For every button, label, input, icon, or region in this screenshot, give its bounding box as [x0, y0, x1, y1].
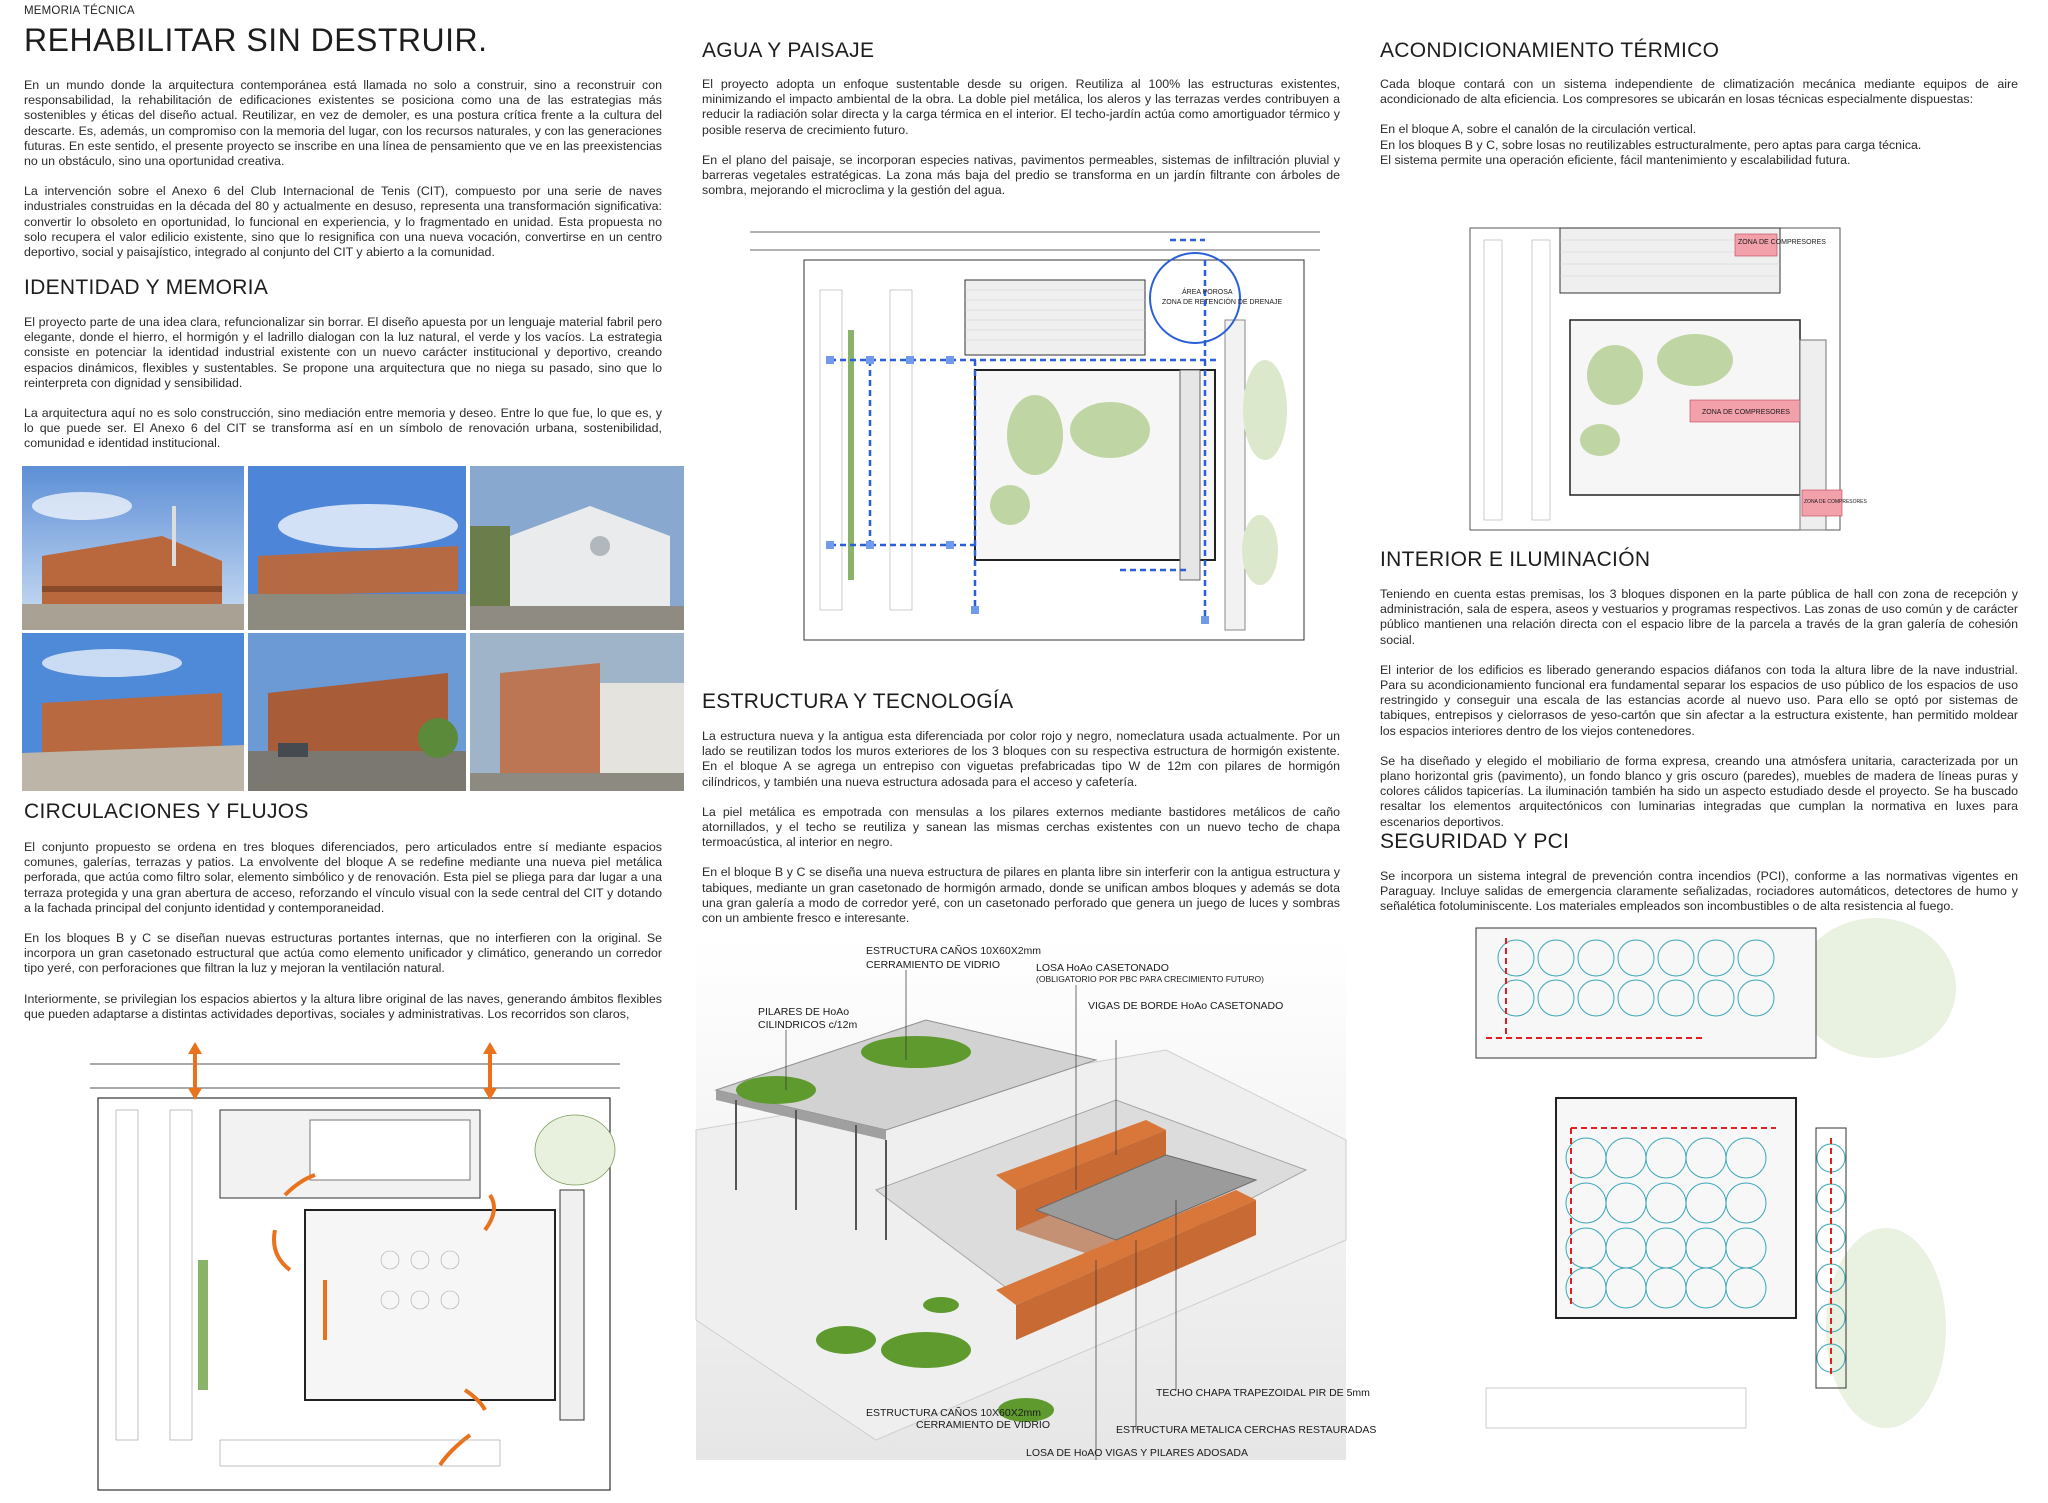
axo-label-4b: CILINDRICOS c/12m [758, 1019, 858, 1031]
estructura-paragraph-2: La piel metálica es empotrada con mensulas a los pilares externos mediante bastidores metálicos de caño atornillados, y el techo se reutiliza y sanean las mismas cerchas existentes con un nuevo techo de chapa termoacústica, al interior en negro. [702, 804, 1340, 850]
fire-safety-plan [1446, 928, 1956, 1496]
hvac-zone-label-1: ZONA DE COMPRESORES [1738, 239, 1826, 246]
axo-label-2b: (OBLIGATORIO POR PBC PARA CRECIMIENTO FUTURO) [1036, 974, 1264, 984]
axonometric-drawing [696, 940, 1377, 1460]
photo-3-image [470, 466, 684, 630]
photo-6 [470, 633, 684, 791]
interior-text [1380, 587, 2018, 845]
intro-text [24, 78, 662, 275]
circulaciones-heading: CIRCULACIONES Y FLUJOS [24, 800, 309, 823]
estructura-heading: ESTRUCTURA Y TECNOLOGÍA [702, 690, 1014, 713]
intro-paragraph-2: La intervención sobre el Anexo 6 del Club Internacional de Tenis (CIT), compuesto por una serie de naves industriales construidas en la década del 80 y actualmente en desuso, representa una transformación significativa: convertir lo obsoleto en oportunidad, lo funcional en experiencia, y lo fragmentado en unidad. Esta propuesta no solo recupera el valor edilicio existente, sino que lo resignifica con una nueva vocación, convertirse en un centro deportivo, social y paisajístico, integrado al conjunto del CIT y abierto a la comunidad. [24, 184, 662, 260]
photo-4-image [22, 633, 244, 791]
photo-4 [22, 633, 244, 791]
termico-text [1380, 77, 2018, 168]
hvac-plan [1440, 220, 1867, 540]
termico-paragraph-1: Cada bloque contará con un sistema independiente de climatización mecánica mediante equipos de aire acondicionado de alta eficiencia. Los compresores se ubicarán en losas técnicas especialmente dispuestas: [1380, 77, 2018, 107]
termico-heading: ACONDICIONAMIENTO TÉRMICO [1380, 39, 1720, 62]
photo-1-image [22, 466, 244, 630]
estructura-paragraph-3: En el bloque B y C se diseña una nueva estructura de pilares en planta libre sin interferir con la antigua estructura y tabiques, mediante un gran casetonado de hormigón armado, donde se unifican ambos bloques y además se dota una gran galería a modo de corredor yeré, con un casetonado perforado que genera un juego de luces y sombras con un ambiente fresco e interesante. [702, 865, 1340, 926]
water-plan [750, 220, 1320, 650]
axo-label-1a: ESTRUCTURA CAÑOS 10X60X2mm [866, 945, 1042, 957]
circulaciones-paragraph-3: Interiormente, se privilegian los espacios abiertos y la altura libre original de las naves, generando ámbitos flexibles que pueden adaptarse a distintas actividades deportivas, sociales y administrativas. Los recorridos son claros, [24, 991, 662, 1021]
agua-heading: AGUA Y PAISAJE [702, 39, 875, 62]
axo-label-4a: PILARES DE HoAo [758, 1006, 850, 1018]
seguridad-heading: SEGURIDAD Y PCI [1380, 830, 1570, 853]
estructura-text [702, 729, 1340, 941]
interior-heading: INTERIOR E ILUMINACIÓN [1380, 548, 1651, 571]
identidad-paragraph-2: La arquitectura aquí no es solo construcción, sino mediación entre memoria y deseo. Entre lo que fue, lo que es, y lo que puede ser. El Anexo 6 del CIT se transforma así en un símbolo de renovación urbana, sostenibilidad, comunidad e identidad institucional. [24, 406, 662, 451]
photo-5 [248, 633, 466, 791]
fire-safety-drawing [1446, 928, 1956, 1496]
photo-2 [248, 466, 466, 630]
hvac-plan-drawing [1440, 220, 1867, 540]
hvac-zone-label-3: ZONA DE COMPRESORES [1804, 499, 1867, 505]
water-plan-label-2: ZONA DE RETENCIÓN DE DRENAJE [1162, 299, 1283, 306]
termico-line-2: En los bloques B y C, sobre losas no reutilizables estructuralmente, pero aptas para carga técnica. [1380, 137, 1922, 152]
identidad-text [24, 315, 662, 467]
interior-paragraph-1: Teniendo en cuenta estas premisas, los 3 bloques disponen en la parte pública de hall con zona de recepción y administración, sala de espera, aseos y vestuarios y programas respectivos. Las zonas de uso común y de carácter público mantienen una relación directa con el espacio libre de la parcela a través de la gran galería de cohesión social. [1380, 587, 2018, 647]
agua-paragraph-2: En el plano del paisaje, se incorporan especies nativas, pavimentos permeables, sistemas de infiltración pluvial y barreras vegetales estratégicas. La zona más baja del predio se transforma en un jardín filtrante con árboles de sombra, mejorando el microclima y la gestión del agua. [702, 152, 1340, 198]
intro-paragraph-1: En un mundo donde la arquitectura contemporánea está llamada no solo a construir, sino a reconstruir con responsabilidad, la rehabilitación de edificaciones existentes se posiciona como una de las estrategias más sostenibles y éticas del diseño actual. Reutilizar, en vez de demoler, es una postura crítica frente a la cultura del descarte. Es, además, un compromiso con la memoria del lugar, con los recursos naturales, y con las generaciones futuras. En este sentido, el presente proyecto se inscribe en una línea de pensamiento que ve en las preexistencias no un obstáculo, sino una oportunidad creativa. [24, 78, 662, 169]
axo-label-6a: ESTRUCTURA CAÑOS 10X60X2mm [866, 1407, 1042, 1419]
termico-line-3: El sistema permite una operación eficiente, fácil mantenimiento y escalabilidad futura. [1380, 152, 1851, 167]
page-title: REHABILITAR SIN DESTRUIR. [24, 22, 488, 58]
kicker-label: MEMORIA TÉCNICA [24, 5, 135, 17]
circulaciones-text [24, 840, 662, 1036]
axonometric-view [696, 940, 1377, 1460]
estructura-paragraph-1: La estructura nueva y la antigua esta diferenciada por color rojo y negro, nomeclatura usada actualmente. Por un lado se reutilizan todos los muros exteriores de los 3 bloques con su respectiva estructura de hormigón existente. En el bloque A se agrega un entrepiso con viguetas prefabricadas tipo W de 12m con pilares de hormigón cilíndricos, y también una nueva estructura adosada para el acceso y cafetería. [702, 729, 1340, 789]
termico-line-1: En el bloque A, sobre el canalón de la circulación vertical. [1380, 122, 1697, 137]
identidad-paragraph-1: El proyecto parte de una idea clara, refuncionalizar sin borrar. El diseño apuesta por un lenguaje material fabril pero elegante, donde el hierro, el hormigón y el ladrillo dialogan con la luz natural, el verde y los vacíos. La estrategia consiste en potenciar la identidad industrial existente con un nuevo carácter institucional y deportivo, creando espacios dinámicos, flexibles y sustentables. Se propone una arquitectura que no niega su pasado, sino que lo reinterpreta con dignidad y sensibilidad. [24, 315, 662, 390]
agua-text [702, 77, 1340, 213]
circulaciones-paragraph-1: El conjunto propuesto se ordena en tres bloques diferenciados, pero articulados entre sí mediante espacios comunes, galerías, terrazas y patios. La envolvente del bloque A se redefine mediante una nueva piel metálica perforada, que actúa como filtro solar, elemento simbólico y de renovación. Esta piel se pliega para dar lugar a una terraza protegida y una gran abertura de acceso, reforzando el vínculo visual con la sede central del CIT y dotando a la fachada principal del conjunto identidad y contemporaneidad. [24, 840, 662, 915]
identidad-heading: IDENTIDAD Y MEMORIA [24, 276, 269, 299]
water-plan-drawing [750, 220, 1320, 650]
circulaciones-paragraph-2: En los bloques B y C se diseñan nuevas estructuras portantes internas, que no interfieren con la original. Se incorpora un gran casetonado estructural que actúa como elemento unificador y climático, generando un corredor tipo yeré, con perforaciones que filtran la luz y mejoran la ventilación natural. [24, 931, 662, 976]
agua-paragraph-1: El proyecto adopta un enfoque sustentable desde su origen. Reutiliza al 100% las estructuras existentes, minimizando el impacto ambiental de la obra. La doble piel metálica, los aleros y las terrazas verdes contribuyen a reducir la radiación solar directa y la carga térmica en el interior. El techo-jardín actúa como amortiguador térmico y posible reserva de crecimiento futuro. [702, 77, 1340, 137]
axo-label-3: VIGAS DE BORDE HoAo CASETONADO [1088, 1000, 1284, 1012]
axo-label-5: TECHO CHAPA TRAPEZOIDAL PIR DE 5mm [1156, 1387, 1370, 1399]
photo-1 [22, 466, 244, 630]
circulation-plan-drawing [90, 1040, 620, 1498]
seguridad-paragraph-1: Se incorpora un sistema integral de prevención contra incendios (PCI), conforme a las normativas vigentes en Paraguay. Incluye salidas de emergencia claramente señalizadas, rociadores automáticos, detectores de humo y señalética fotoluminiscente. Los materiales empleados son incombustibles o de alta resistencia al fuego. [1380, 869, 2018, 914]
interior-paragraph-2: El interior de los edificios es liberado generando espacios diáfanos con toda la altura libre de la nave industrial. Para su acondicionamiento funcional era fundamental separar los espacios de uso público de los espacios de uso restringido y conseguir una escala de las estancias acorde al nuevo uso. Para ello se optó por sistemas de tabiques, entrepisos y cielorrasos de yeso-cartón que sin afectar a la estructura existente, han permitido moldear los espacios interiores dentro de los viejos contenedores. [1380, 662, 2018, 738]
axo-label-2a: LOSA HoAo CASETONADO [1036, 962, 1169, 974]
photo-3 [470, 466, 684, 630]
axo-label-1b: CERRAMIENTO DE VIDRIO [866, 959, 1000, 971]
water-plan-label-1: ÁREA POROSA [1182, 289, 1233, 296]
photo-6-image [470, 633, 684, 791]
axo-label-7: ESTRUCTURA METALICA CERCHAS RESTAURADAS [1116, 1424, 1377, 1436]
circulation-plan [90, 1040, 620, 1498]
axo-label-8: LOSA DE HoAO VIGAS Y PILARES ADOSADA [1026, 1447, 1248, 1459]
photo-5-image [248, 633, 466, 791]
hvac-zone-label-2: ZONA DE COMPRESORES [1702, 409, 1790, 416]
photo-2-image [248, 466, 466, 630]
seguridad-text [1380, 869, 2018, 930]
interior-paragraph-3: Se ha diseñado y elegido el mobiliario de forma expresa, creando una atmósfera unitaria, caracterizada por un plano horizontal gris (pavimento), un fondo blanco y gris oscuro (paredes), muebles de madera de líneas puras y colores cálidos tapicerías. La iluminación también ha sido un aspecto estudiado desde el proyecto. Se ha buscado resaltar los elementos arquitectónicos con luminarias integradas que cumplan la normativa en luxes para escenarios deportivos. [1380, 753, 2018, 829]
axo-label-6b: CERRAMIENTO DE VIDRIO [916, 1419, 1050, 1431]
